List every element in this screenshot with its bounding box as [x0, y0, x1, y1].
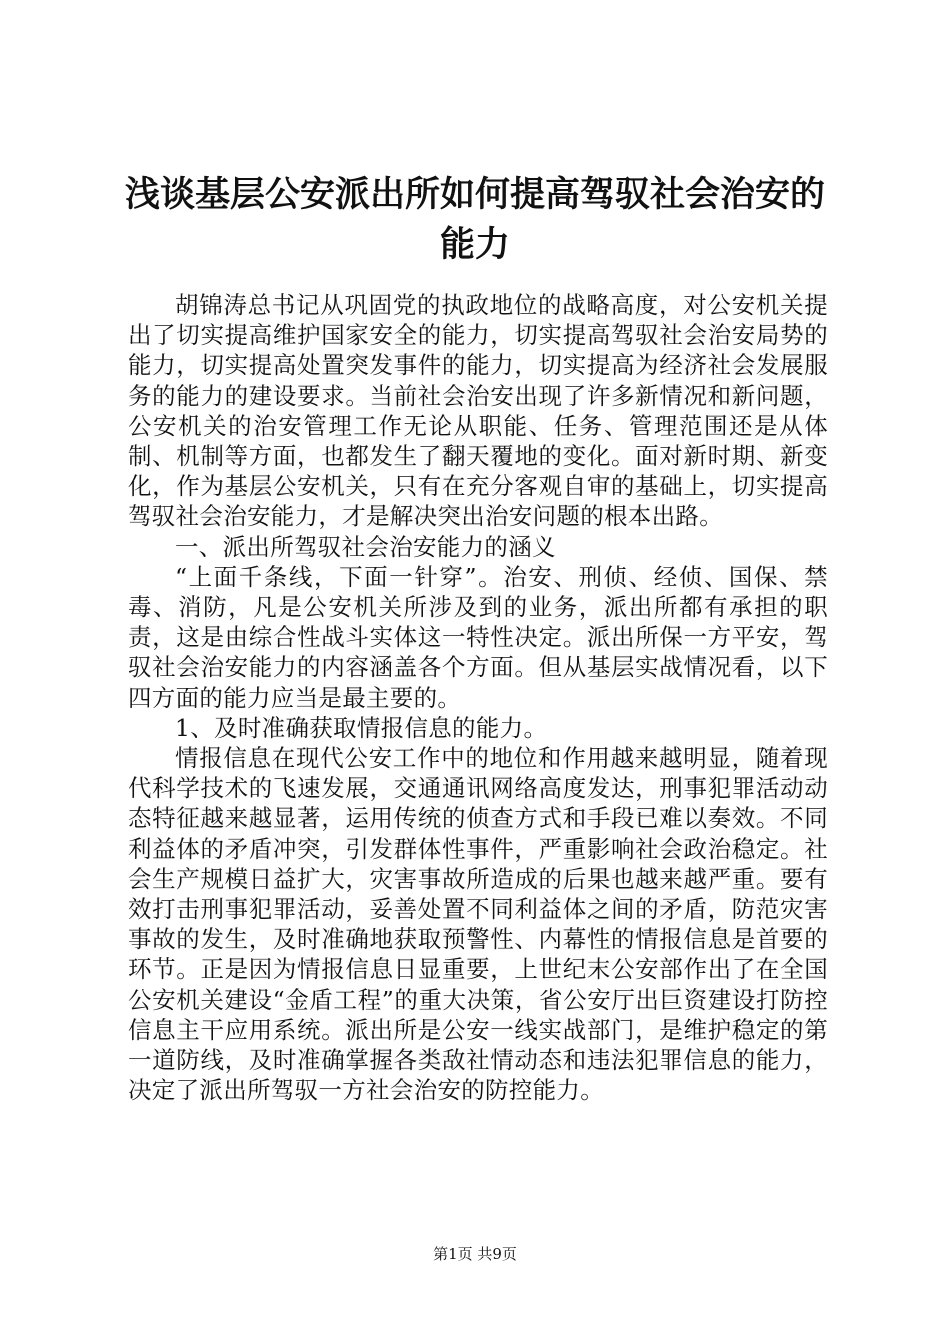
paragraph-subsection-1: 情报信息在现代公安工作中的地位和作用越来越明显，随着现代科学技术的飞速发展，交通通讯网络高度发达，刑事犯罪活动动态特征越来越显著，运用传统的侦查方式和手段已难以奏效。不同利益体的矛盾冲突，引发群体性事件，严重影响社会政治稳定。社会生产规模日益扩大，灾害事故所造成的后果也越来越严重。要有效打击刑事犯罪活动，妥善处置不同利益体之间的矛盾，防范灾害事故的发生，及时准确地获取预警性、内幕性的情报信息是首要的环节。正是因为情报信息日显重要，上世纪末公安部作出了在全国公安机关建设“金盾工程”的重大决策，省公安厅出巨资建设打防控信息主干应用系统。派出所是公安一线实战部门，是维护稳定的第一道防线，及时准确掌握各类敌社情动态和违法犯罪信息的能力，决定了派出所驾驭一方社会治安的防控能力。: [128, 744, 828, 1105]
page-number-footer: 第1页 共9页: [433, 1245, 517, 1263]
section-heading-1: 一、派出所驾驭社会治安能力的涵义: [175, 532, 556, 561]
paragraph-section-1: “上面千条线，下面一针穿”。治安、刑侦、经侦、国保、禁毒、消防，凡是公安机关所涉及到的业务，派出所都有承担的职责，这是由综合性战斗实体这一特性决定。派出所保一方平安，驾驭社会治安能力的内容涵盖各个方面。但从基层实战情况看，以下四方面的能力应当是最主要的。: [128, 562, 828, 712]
paragraph-intro: 胡锦涛总书记从巩固党的执政地位的战略高度，对公安机关提出了切实提高维护国家安全的能力，切实提高驾驭社会治安局势的能力，切实提高处置突发事件的能力，切实提高为经济社会发展服务的能力的建设要求。当前社会治安出现了许多新情况和新问题，公安机关的治安管理工作无论从职能、任务、管理范围还是从体制、机制等方面，也都发生了翻天覆地的变化。面对新时期、新变化，作为基层公安机关，只有在充分客观自审的基础上，切实提高驾驭社会治安能力，才是解决突出治安问题的根本出路。: [128, 291, 828, 531]
document-body: [128, 290, 828, 1105]
subsection-heading-1: 1、及时准确获取情报信息的能力。: [175, 713, 548, 742]
document-title-line1: 浅谈基层公安派出所如何提高驾驭社会治安的: [124, 174, 825, 215]
document-title-line2: 能力: [439, 224, 510, 265]
